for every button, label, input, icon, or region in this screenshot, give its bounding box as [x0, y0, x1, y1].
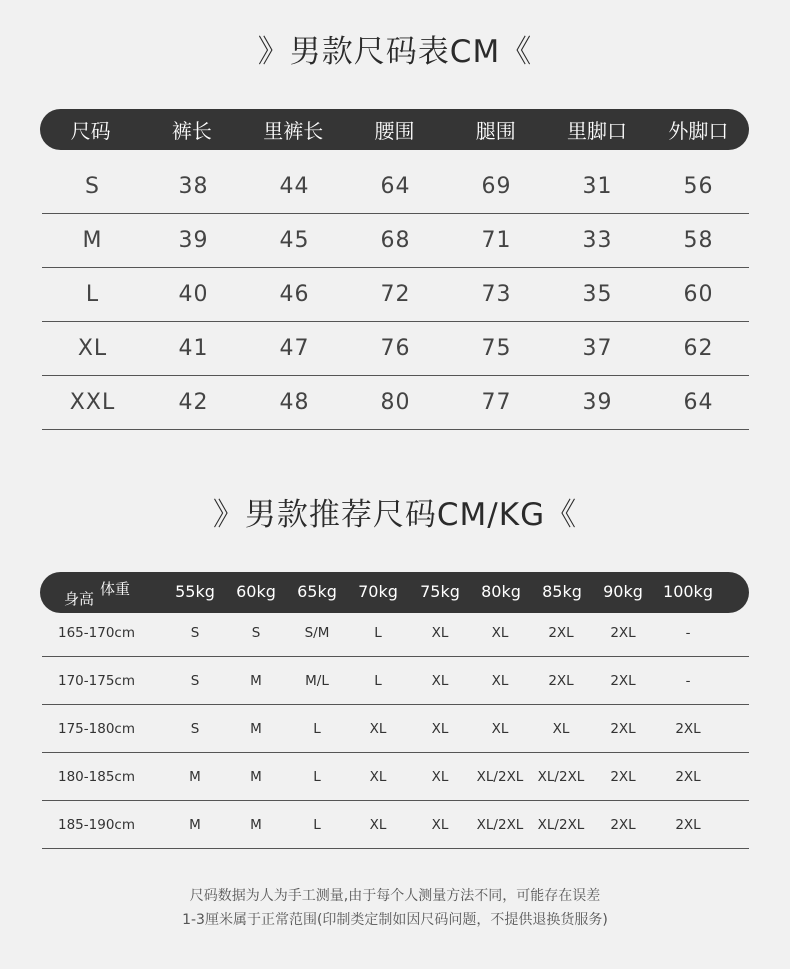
size-cell: XXL [69, 390, 116, 415]
weight-header: 60kg [236, 582, 276, 601]
recommend-row [42, 657, 749, 705]
recommended-size-cell: XL [431, 673, 449, 689]
recommended-size-cell: 2XL [610, 817, 636, 833]
size-chart-title: 》男款尺码表CM《 [257, 34, 533, 70]
measurement-cell: 39 [582, 390, 613, 415]
measurement-cell: 48 [279, 390, 310, 415]
size-cell: XL [77, 336, 108, 361]
recommended-size-cell: XL [369, 769, 387, 785]
header-waist: 腰围 [374, 119, 415, 143]
measurement-cell: 72 [380, 282, 411, 307]
size-row [42, 214, 749, 268]
size-row [42, 322, 749, 376]
recommended-size-cell: XL/2XL [537, 769, 585, 785]
size-cell: S [85, 174, 100, 199]
header-pants-length: 裤长 [171, 119, 212, 143]
header-inner-hem: 里脚口 [567, 119, 628, 143]
weight-header: 55kg [175, 582, 215, 601]
recommended-size-cell: XL [491, 673, 509, 689]
recommended-size-cell: S [251, 625, 261, 641]
measurement-cell: 47 [279, 336, 310, 361]
size-row [42, 376, 749, 430]
measurement-cell: 31 [582, 174, 613, 199]
measurement-cell: 35 [582, 282, 613, 307]
recommend-row [42, 609, 749, 657]
recommended-size-cell: L [374, 673, 382, 689]
recommended-size-cell: - [685, 673, 691, 689]
measurement-cell: 73 [481, 282, 512, 307]
recommend-table-header [40, 572, 749, 613]
weight-header: 85kg [542, 582, 582, 601]
recommended-size-cell: XL [431, 769, 449, 785]
height-cell: 175-180cm [58, 721, 135, 737]
measurement-cell: 45 [279, 228, 310, 253]
measurement-cell: 40 [178, 282, 209, 307]
header-outer-hem: 外脚口 [668, 119, 729, 143]
weight-header: 65kg [297, 582, 337, 601]
measurement-cell: 62 [683, 336, 714, 361]
measurement-cell: 76 [380, 336, 411, 361]
measurement-cell: 60 [683, 282, 714, 307]
recommended-size-cell: 2XL [675, 769, 701, 785]
recommended-size-cell: S [190, 625, 200, 641]
measurement-cell: 80 [380, 390, 411, 415]
measurement-cell: 58 [683, 228, 714, 253]
recommended-size-cell: L [313, 721, 321, 737]
recommended-size-cell: L [374, 625, 382, 641]
size-row [42, 268, 749, 322]
recommended-size-cell: XL [491, 721, 509, 737]
measurement-cell: 42 [178, 390, 209, 415]
weight-header: 75kg [420, 582, 460, 601]
height-cell: 185-190cm [58, 817, 135, 833]
recommended-size-cell: 2XL [548, 673, 574, 689]
measurement-cell: 39 [178, 228, 209, 253]
recommended-size-cell: 2XL [548, 625, 574, 641]
recommended-size-cell: XL [552, 721, 570, 737]
height-cell: 180-185cm [58, 769, 135, 785]
recommend-title: 》男款推荐尺码CM/KG《 [212, 497, 578, 533]
recommended-size-cell: L [313, 817, 321, 833]
measurement-cell: 38 [178, 174, 209, 199]
recommended-size-cell: XL [491, 625, 509, 641]
size-table-header [40, 109, 749, 150]
measurement-cell: 64 [683, 390, 714, 415]
height-cell: 170-175cm [58, 673, 135, 689]
measurement-cell: 41 [178, 336, 209, 361]
height-cell: 165-170cm [58, 625, 135, 641]
weight-header: 100kg [663, 582, 713, 601]
recommended-size-cell: M [250, 817, 262, 833]
recommend-row [42, 705, 749, 753]
measurement-cell: 71 [481, 228, 512, 253]
recommended-size-cell: 2XL [610, 673, 636, 689]
recommended-size-cell: M/L [305, 673, 329, 689]
weight-header: 90kg [603, 582, 643, 601]
recommended-size-cell: 2XL [610, 625, 636, 641]
recommended-size-cell: M [189, 817, 201, 833]
header-corner [64, 572, 164, 613]
measurement-cell: 37 [582, 336, 613, 361]
recommended-size-cell: 2XL [675, 721, 701, 737]
recommend-row [42, 753, 749, 801]
recommended-size-cell: 2XL [610, 769, 636, 785]
recommended-size-cell: S [190, 721, 200, 737]
recommended-size-cell: S/M [304, 625, 330, 641]
recommended-size-cell: XL [431, 817, 449, 833]
measurement-note-line2: 1-3厘米属于正常范围(印制类定制如因尺码问题，不提供退换货服务) [182, 912, 608, 928]
measurement-cell: 56 [683, 174, 714, 199]
header-thigh: 腿围 [475, 119, 516, 143]
recommended-size-cell: XL [431, 625, 449, 641]
recommended-size-cell: 2XL [675, 817, 701, 833]
corner-height-label: 身高 [64, 590, 95, 608]
header-inseam: 里裤长 [263, 119, 324, 143]
recommended-size-cell: M [250, 673, 262, 689]
recommended-size-cell: XL [369, 817, 387, 833]
recommended-size-cell: M [189, 769, 201, 785]
measurement-note-line1: 尺码数据为人为手工测量,由于每个人测量方法不同，可能存在误差 [189, 888, 601, 904]
measurement-cell: 77 [481, 390, 512, 415]
recommended-size-cell: S [190, 673, 200, 689]
size-cell: L [85, 282, 100, 307]
recommended-size-cell: XL/2XL [476, 817, 524, 833]
recommended-size-cell: 2XL [610, 721, 636, 737]
corner-weight-label: 体重 [100, 580, 131, 598]
recommend-row [42, 801, 749, 849]
measurement-cell: 44 [279, 174, 310, 199]
weight-header: 80kg [481, 582, 521, 601]
measurement-cell: 64 [380, 174, 411, 199]
measurement-cell: 75 [481, 336, 512, 361]
recommended-size-cell: XL/2XL [537, 817, 585, 833]
recommended-size-cell: M [250, 769, 262, 785]
header-size: 尺码 [70, 119, 111, 143]
recommended-size-cell: - [685, 625, 691, 641]
measurement-cell: 46 [279, 282, 310, 307]
recommended-size-cell: M [250, 721, 262, 737]
size-cell: M [82, 228, 103, 253]
size-row [42, 160, 749, 214]
recommended-size-cell: XL [431, 721, 449, 737]
measurement-cell: 69 [481, 174, 512, 199]
recommended-size-cell: L [313, 769, 321, 785]
recommended-size-cell: XL [369, 721, 387, 737]
recommended-size-cell: XL/2XL [476, 769, 524, 785]
weight-header: 70kg [358, 582, 398, 601]
measurement-cell: 68 [380, 228, 411, 253]
measurement-cell: 33 [582, 228, 613, 253]
